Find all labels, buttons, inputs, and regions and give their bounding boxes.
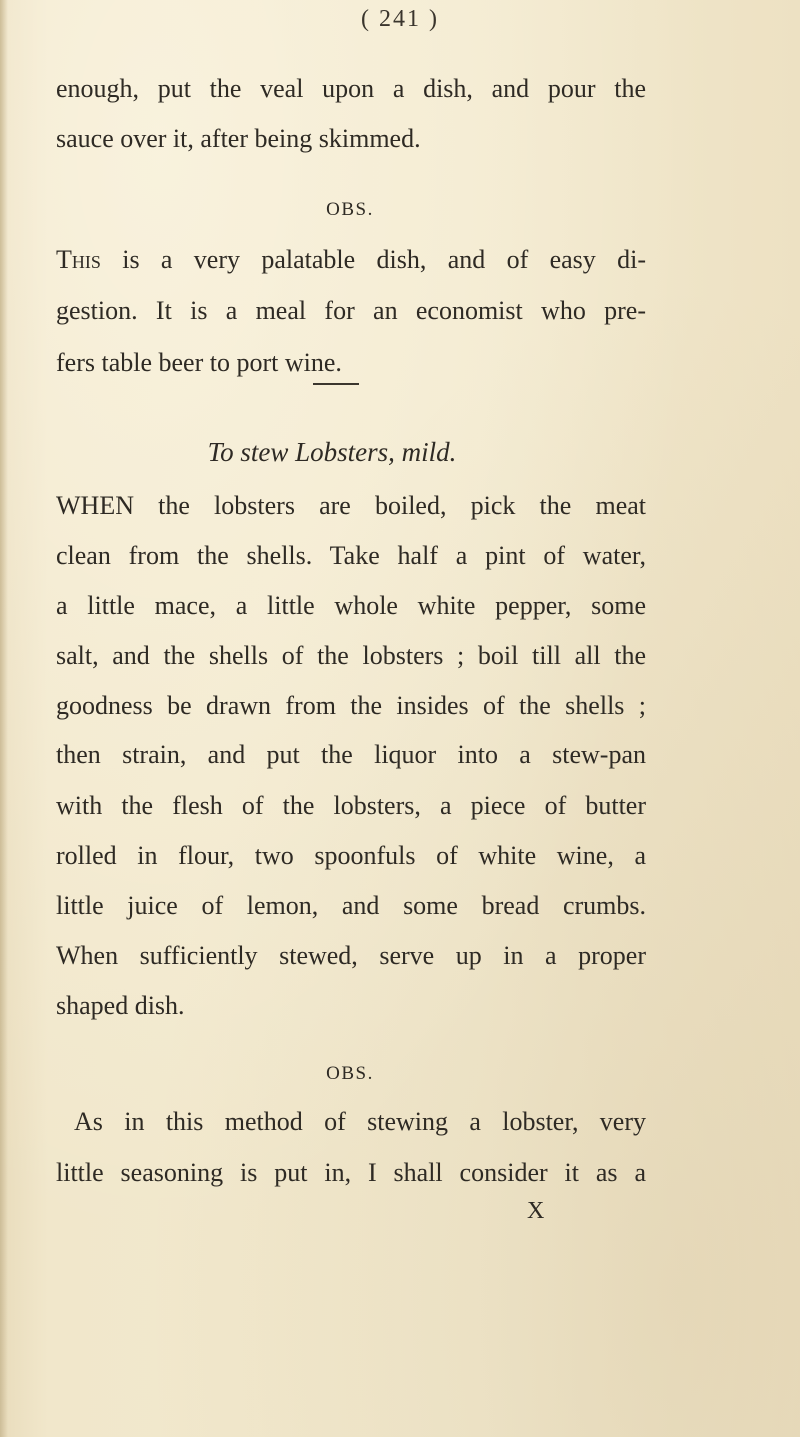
- obs2-line-2: little seasoning is put in, I shall consider it as a: [56, 1158, 646, 1187]
- page-number: ( 241 ): [361, 6, 439, 32]
- recipe-line-3: a little mace, a little whole white pepper, some: [56, 591, 646, 620]
- recipe-line-6: then strain, and put the liquor into a stew-pan: [56, 740, 646, 769]
- obs1-line-2: gestion. It is a meal for an economist who pre-: [56, 296, 646, 325]
- obs-label-1: OBS.: [326, 199, 374, 220]
- recipe-line-11: shaped dish.: [56, 991, 185, 1020]
- recipe-line-7: with the flesh of the lobsters, a piece of butter: [56, 791, 646, 820]
- obs-label-2: OBS.: [326, 1063, 374, 1084]
- obs1-first-word: This: [56, 245, 101, 274]
- recipe-line-8: rolled in flour, two spoonfuls of white wine, a: [56, 841, 646, 870]
- obs2-line-1: As in this method of stewing a lobster, very: [74, 1107, 646, 1136]
- recipe-line-1: WHEN the lobsters are boiled, pick the meat: [56, 491, 646, 520]
- paragraph1-line-2: sauce over it, after being skimmed.: [56, 124, 421, 153]
- recipe-line-5: goodness be drawn from the insides of the shells ;: [56, 691, 646, 720]
- obs1-line-1-text: is a very palatable dish, and of easy di-: [122, 245, 647, 274]
- section-divider-rule: [313, 383, 359, 385]
- obs1-line-3: fers table beer to port wine.: [56, 348, 342, 377]
- paragraph1-line-1: enough, put the veal upon a dish, and pour the: [56, 74, 646, 103]
- recipe-line-10: When sufficiently stewed, serve up in a proper: [56, 941, 646, 970]
- obs1-line-1: [56, 243, 646, 277]
- recipe-title: To stew Lobsters, mild.: [207, 437, 457, 467]
- recipe-line-2: clean from the shells. Take half a pint of water,: [56, 541, 646, 570]
- recipe-line-9: little juice of lemon, and some bread crumbs.: [56, 891, 646, 920]
- catchword: X: [527, 1198, 545, 1224]
- recipe-line-4: salt, and the shells of the lobsters ; boil till all the: [56, 641, 646, 670]
